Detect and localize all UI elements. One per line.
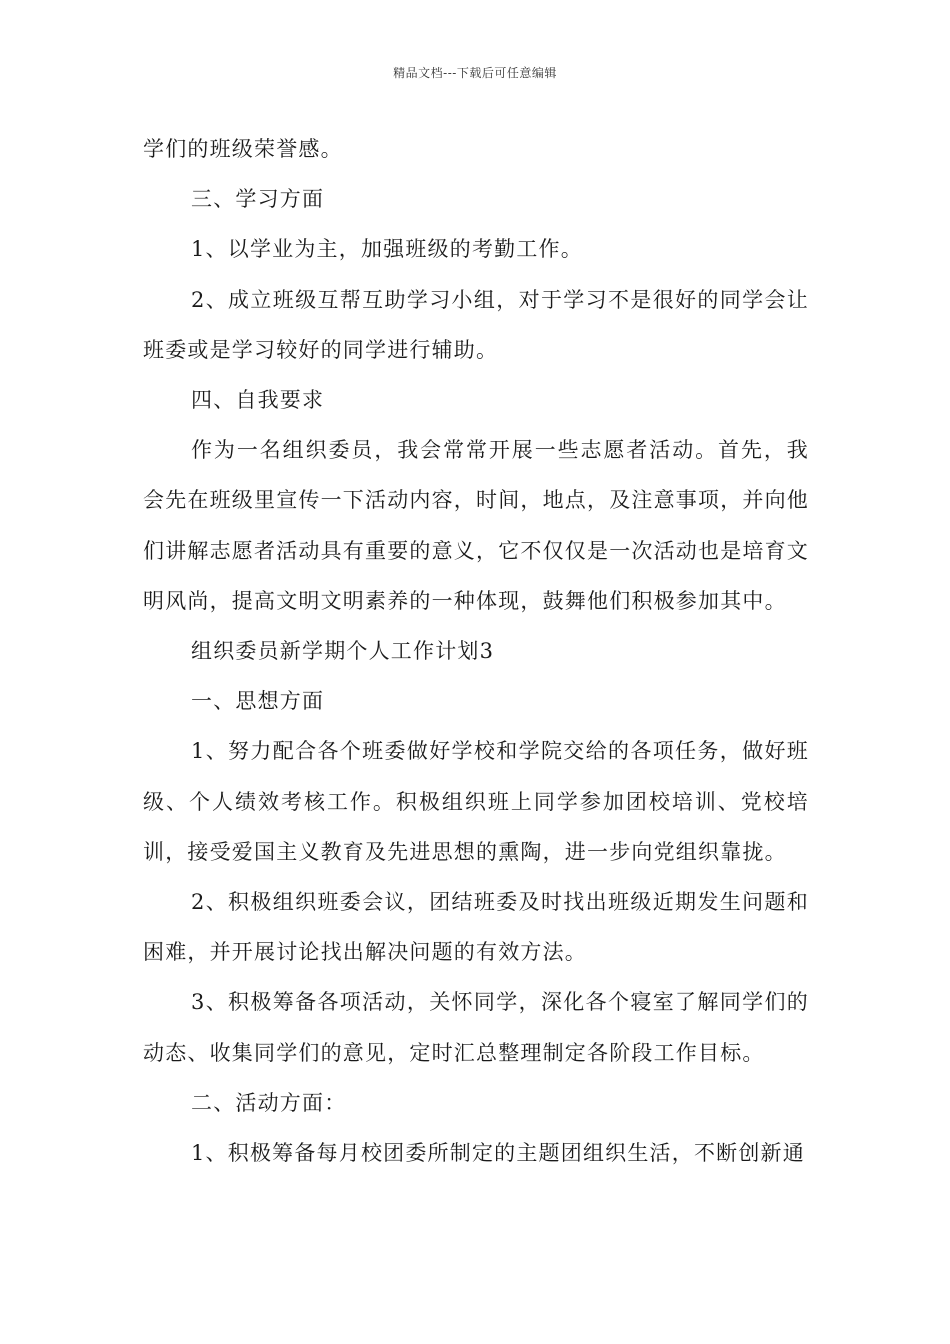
- paragraph: 3、积极筹备各项活动，关怀同学，深化各个寝室了解同学们的动态、收集同学们的意见，定时汇总整理制定各阶段工作目标。: [143, 990, 809, 1065]
- page-header: 精品文档---下载后可任意编辑: [393, 66, 557, 80]
- paragraph: 1、努力配合各个班委做好学校和学院交给的各项任务，做好班级、个人绩效考核工作。积极组织班上同学参加团校培训、党校培训，接受爱国主义教育及先进思想的熏陶，进一步向党组织靠拢。: [143, 739, 809, 864]
- document-body: [143, 124, 809, 1178]
- paragraph: 作为一名组织委员，我会常常开展一些志愿者活动。首先，我会先在班级里宣传一下活动内容，时间，地点，及注意事项，并向他们讲解志愿者活动具有重要的意义，它不仅仅是一次活动也是培育文明风尚，提高文明文明素养的一种体现，鼓舞他们积极参加其中。: [143, 438, 809, 613]
- paragraph: 1、积极筹备每月校团委所制定的主题团组织生活，不断创新通: [191, 1141, 805, 1166]
- section-heading: 一、思想方面: [191, 689, 325, 714]
- paragraph: 2、积极组织班委会议，团结班委及时找出班级近期发生问题和困难，并开展讨论找出解决问题的有效方法。: [143, 890, 809, 965]
- paragraph: 2、成立班级互帮互助学习小组，对于学习不是很好的同学会让班委或是学习较好的同学进行辅助。: [143, 287, 809, 362]
- document-subtitle: 组织委员新学期个人工作计划3: [191, 639, 495, 664]
- section-heading: 二、活动方面：: [191, 1090, 347, 1115]
- paragraph: 1、以学业为主，加强班级的考勤工作。: [191, 237, 583, 262]
- section-heading: 三、学习方面: [191, 187, 325, 212]
- section-heading: 四、自我要求: [191, 388, 325, 413]
- paragraph: 学们的班级荣誉感。: [143, 137, 343, 161]
